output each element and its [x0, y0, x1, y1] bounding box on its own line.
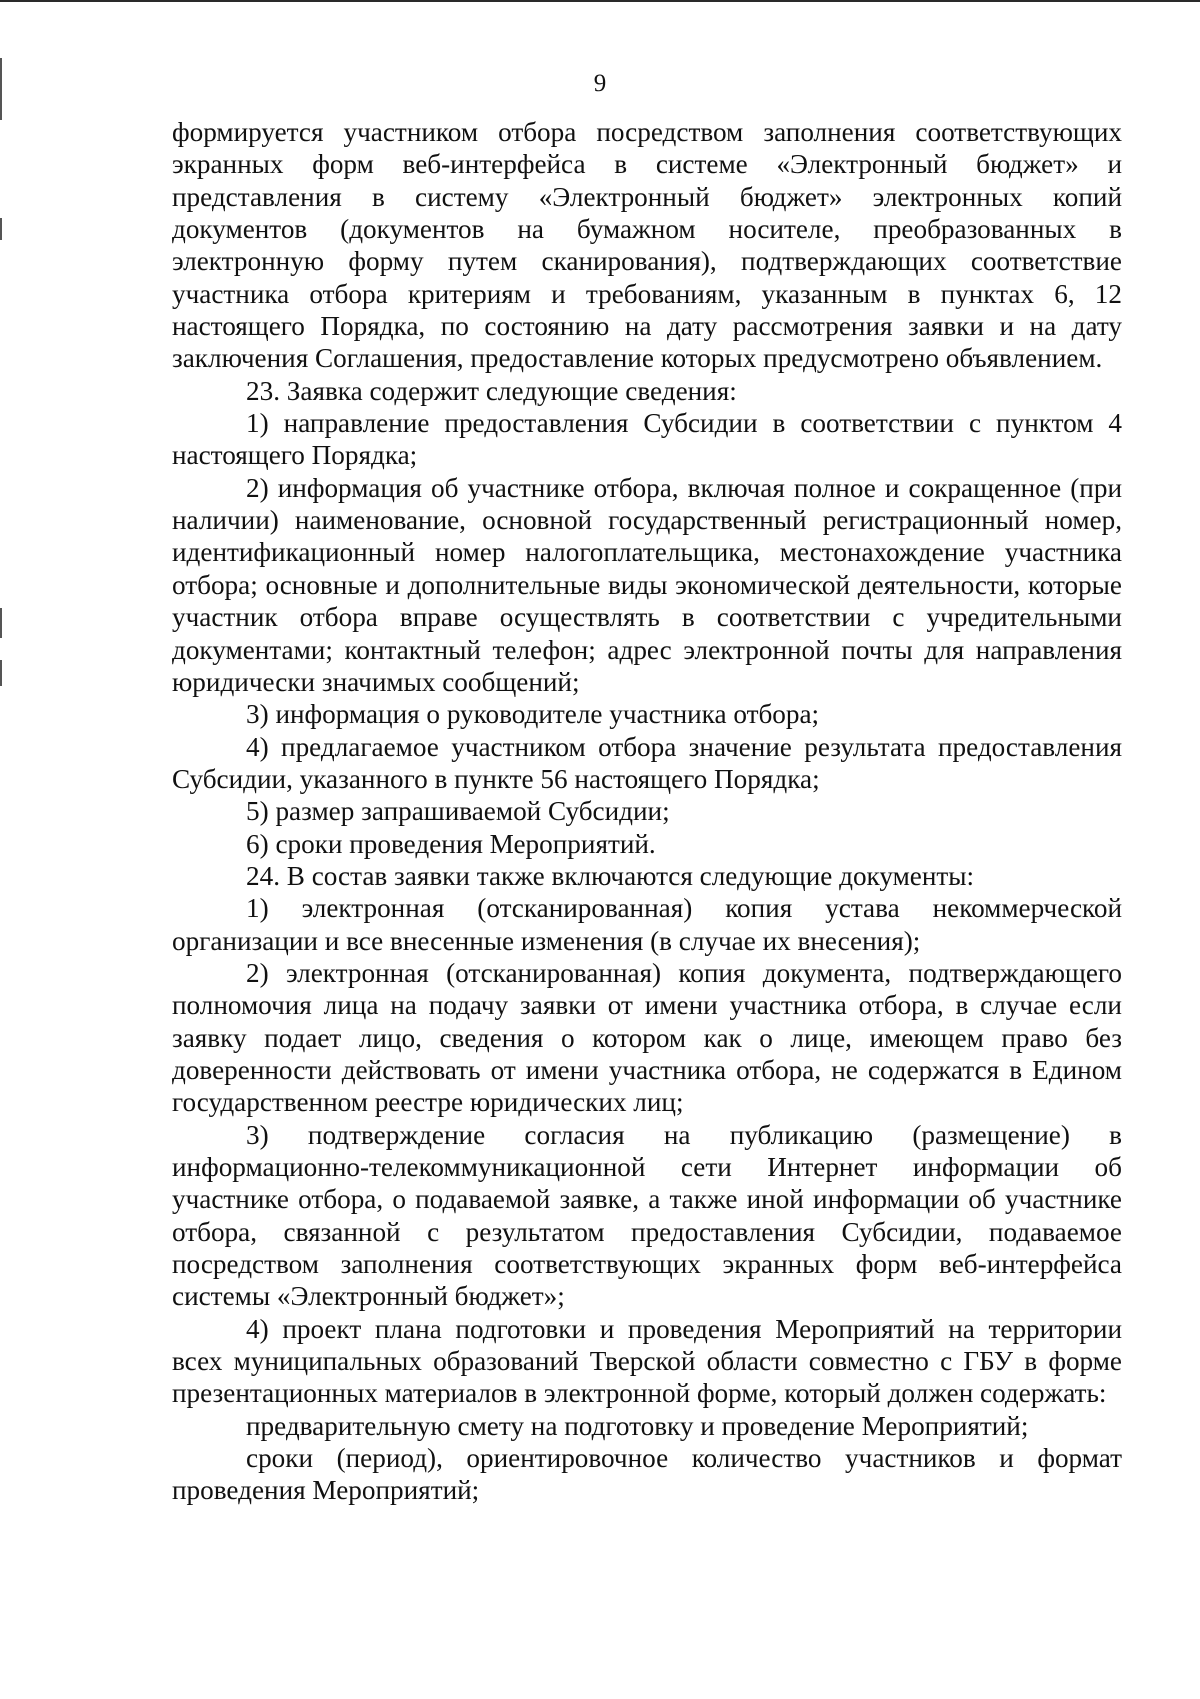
paragraph: 24. В состав заявки также включаются следующие документы:	[246, 860, 975, 891]
paragraph: формируется участником отбора посредством заполнения соответствующих экранных форм веб-интерфейса в системе «Электронный бюджет» и представления в систему «Электронный бюджет» электронных копий документов (документов на бумажном носителе, преобразованных в электронную форму путем сканирования), подтверждающих соответствие участника отбора критериям и требованиям, указанным в пунктах 6, 12 настоящего Порядка, по состоянию на дату рассмотрения заявки и на дату заключения Соглашения, предоставление которых предусмотрено объявлением.	[172, 117, 1122, 374]
scan-top-edge	[0, 0, 1200, 2]
paragraph: 1) электронная (отсканированная) копия устава некоммерческой организации и все внесенные изменения (в случае их внесения);	[172, 893, 1122, 956]
paragraph: сроки (период), ориентировочное количество участников и формат проведения Мероприятий;	[172, 1443, 1122, 1506]
scan-left-mark	[0, 608, 2, 638]
document-body	[172, 116, 1122, 1507]
paragraph: 2) информация об участнике отбора, включая полное и сокращенное (при наличии) наименование, основной государственный регистрационный номер, идентификационный номер налогоплательщика, местонахождение участника отбора; основные и дополнительные виды экономической деятельности, которые участник отбора вправе осуществлять в соответствии с учредительными документами; контактный телефон; адрес электронной почты для направления юридически значимых сообщений;	[172, 472, 1122, 697]
page-number: 9	[593, 70, 607, 97]
paragraph: 4) проект плана подготовки и проведения Мероприятий на территории всех муниципальных образований Тверской области совместно с ГБУ в форме презентационных материалов в электронной форме, который должен содержать:	[172, 1313, 1122, 1409]
scan-left-mark	[0, 660, 2, 686]
paragraph: предварительную смету на подготовку и проведение Мероприятий;	[246, 1410, 1029, 1441]
paragraph: 1) направление предоставления Субсидии в соответствии с пунктом 4 настоящего Порядка;	[172, 408, 1122, 471]
paragraph: 6) сроки проведения Мероприятий.	[246, 828, 656, 859]
paragraph: 4) предлагаемое участником отбора значение результата предоставления Субсидии, указанного в пункте 56 настоящего Порядка;	[172, 731, 1122, 794]
paragraph: 3) подтверждение согласия на публикацию (размещение) в информационно-телекоммуникационной сети Интернет информации об участнике отбора, о подаваемой заявке, а также иной информации об участнике отбора, связанной с результатом предоставления Субсидии, подаваемое посредством заполнения соответствующих экранных форм веб-интерфейса системы «Электронный бюджет»;	[172, 1119, 1122, 1312]
paragraph: 5) размер запрашиваемой Субсидии;	[246, 796, 670, 827]
paragraph: 2) электронная (отсканированная) копия документа, подтверждающего полномочия лица на подачу заявки от имени участника отбора, в случае если заявку подает лицо, сведения о котором как о лице, имеющем право без доверенности действовать от имени участника отбора, не содержатся в Едином государственном реестре юридических лиц;	[172, 957, 1122, 1118]
paragraph: 23. Заявка содержит следующие сведения:	[246, 375, 737, 406]
scan-left-mark	[0, 218, 2, 240]
paragraph: 3) информация о руководителе участника отбора;	[246, 699, 820, 730]
